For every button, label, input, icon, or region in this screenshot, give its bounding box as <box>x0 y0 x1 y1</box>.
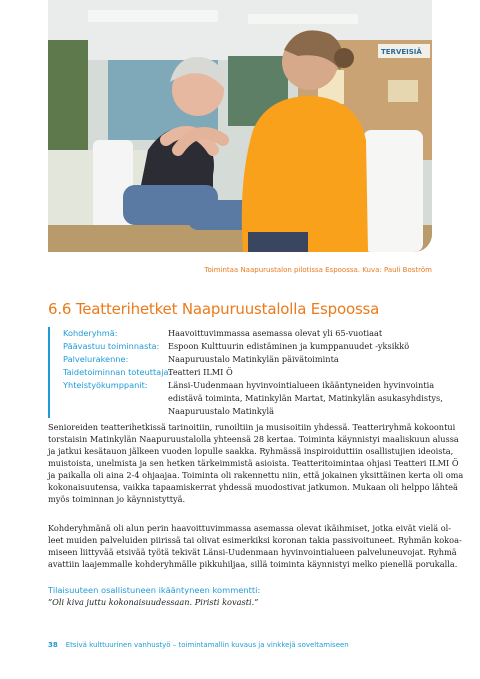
quote-label: Tilaisuuteen osallistuneen ikääntyneen kommentti: <box>48 585 261 595</box>
info-value <box>168 340 409 353</box>
text-line: Senioreiden teatterihetkissä tarinoitiin, runoiltiin ja musisoitiin yhdessä. Teatteriryhmä kokoontui <box>48 422 456 432</box>
info-value-line: Naapuruustalo Matinkylä <box>168 406 274 416</box>
info-value <box>168 366 233 379</box>
info-value-line: Naapuruustalo Matinkylän päivätoiminta <box>168 354 339 364</box>
photo-caption: Toimintaa Naapurustalon pilotissa Espoossa. Kuva: Pauli Boström <box>204 266 432 274</box>
text-line: miseen liittyvää etsivää työtä tekivät Länsi-Uudenmaan hyvinvointialueen palveluneuvojat. Ryhmä <box>48 547 457 557</box>
info-value-line: Haavoittuvimmassa asemassa olevat yli 65-vuotiaat <box>168 328 383 338</box>
text-line: kokonaisuutensa, vaikka tapaamiskerrat yhdessä muodostivat jatkumon. Mukaan oli helppo lähteä <box>48 482 458 492</box>
text-line: ja paikalla oli aina 2-4 ohjaajaa. Toiminta oli rakennettu niin, että jokainen yksittäinen kerta oli oma <box>48 470 464 480</box>
text-line: muistoista, unelmista ja sen hetken tärkeimmistä asioista. Teatteritoimintaa ohjasi Teatteri ILMI Ö <box>48 458 459 468</box>
photo-sign-text: TERVEISIÄ <box>381 48 422 56</box>
info-label: Kohderyhmä: <box>63 328 118 338</box>
info-value-line: Espoon Kulttuurin edistäminen ja kumppanuudet -yksikkö <box>168 341 410 351</box>
text-line: myös toiminnan jo käynnistyttyä. <box>48 494 186 504</box>
info-label: Yhteistyökumppanit: <box>63 380 148 390</box>
footer-title: Etsivä kulttuurinen vanhustyö – toimintamallin kuvaus ja vinkkejä soveltamiseen <box>65 641 349 649</box>
info-value-line: edistävä toiminta, Matinkylän Martat, Matinkylän asukasyhdistys, <box>168 393 443 403</box>
info-row-art-provider <box>63 366 455 379</box>
photo-seniors-theater <box>48 0 432 252</box>
info-label: Päävastuu toiminnasta: <box>63 341 160 351</box>
info-value <box>168 353 339 366</box>
page-footer <box>48 641 349 649</box>
info-row-service-structure <box>63 353 455 366</box>
info-value-line: Teatteri ILMI Ö <box>168 367 233 377</box>
info-value <box>168 379 443 418</box>
info-label: Palvelurakenne: <box>63 354 129 364</box>
info-row-partners <box>63 379 455 418</box>
text-line: avattiin laajemmalle kohderyhmälle pikkuhiljaa, sillä toiminta käynnistyi melko pienellä porukalla. <box>48 559 458 569</box>
text-line: leet muiden palveluiden piirissä tai olivat esimerkiksi koronan takia passivoituneet. Ryhmän kokoa- <box>48 535 462 545</box>
info-value-line: Länsi-Uudenmaan hyvinvointialueen ikääntyneiden hyvinvointia <box>168 380 435 390</box>
body-paragraph-2 <box>48 522 462 570</box>
info-label: Taidetoiminnan toteuttaja: <box>63 367 172 377</box>
photo-illustration <box>48 0 432 252</box>
text-line: torstaisin Matinkylän Naapuruustalolla yhteensä 28 kertaa. Toiminta käynnistyi maaliskuun alussa <box>48 434 459 444</box>
page-number: 38 <box>48 641 58 649</box>
info-value <box>168 327 382 340</box>
section-heading: 6.6 Teatterihetket Naapuruustalolla Espoossa <box>48 300 380 318</box>
quote-text: ”Oli kiva juttu kokonaisuudessaan. Piristi kovasti.” <box>48 597 259 607</box>
info-row-target-group <box>63 327 455 340</box>
text-line: Kohderyhmänä oli alun perin haavoittuvimmassa asemassa olevat ikäihmiset, jotka eivät vielä ol- <box>48 523 452 533</box>
text-line: ja jatkui kesätauon jälkeen vuoden lopulle saakka. Ryhmässä inspiroiduttiin osallistujien ideoista, <box>48 446 454 456</box>
body-paragraph-1 <box>48 421 464 505</box>
info-box <box>48 327 455 418</box>
info-row-responsibility <box>63 340 455 353</box>
